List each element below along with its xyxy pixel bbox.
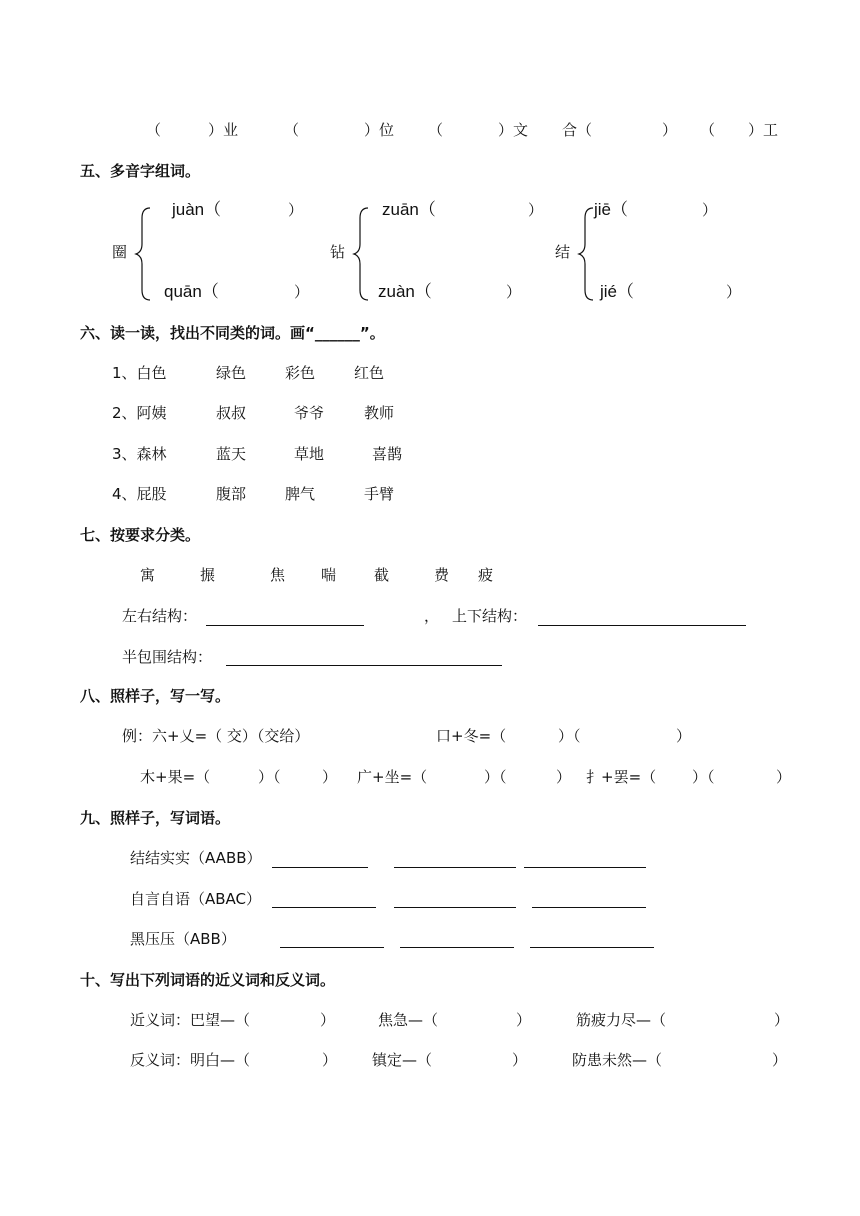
section-8-title: 八、照样子，写一写。 [80, 687, 231, 705]
polyphone-2-bottom-close: ） [506, 283, 522, 301]
s8-ex2-close: ） [676, 727, 692, 745]
s6-row3-word3: 草地 [294, 445, 325, 463]
polyphone-3-bottom-pinyin: jié（ [600, 282, 635, 301]
s8-q1-mid: ）（ [258, 768, 281, 786]
s7-char-5: 截 [374, 566, 390, 584]
s8-q1-open: 木+果=（ [140, 768, 211, 786]
s7-char-1: 寓 [140, 566, 156, 584]
half-enclosed-structure-label: 半包围结构： [122, 648, 213, 666]
section-9-title: 九、照样子，写词语。 [80, 809, 231, 827]
s8-q2-mid: ）（ [484, 768, 507, 786]
antonym-2: 镇定—（ [372, 1051, 433, 1069]
blank-1-open: （ [146, 121, 162, 139]
synonym-2: 焦急—（ [378, 1011, 439, 1029]
polyphone-2-top-close: ） [528, 201, 544, 219]
polyphone-char-3: 结 [555, 243, 571, 261]
blank-1-close: ）业 [208, 121, 239, 139]
s6-row2-word3: 爷爷 [294, 404, 325, 422]
s9-row3-line-3[interactable] [530, 947, 654, 948]
up-down-structure-label: 上下结构： [452, 607, 528, 625]
antonym-3-close: ） [772, 1051, 788, 1069]
s6-row4-word1: 4、屁股 [112, 485, 167, 503]
polyphone-3-top-close: ） [702, 201, 718, 219]
s9-row3-label: 黑压压（ABB） [130, 930, 236, 948]
polyphone-char-2: 钻 [330, 243, 346, 261]
section-5-title: 五、多音字组词。 [80, 162, 201, 180]
polyphone-2-top-pinyin: zuān（ [382, 200, 436, 219]
s9-row1-line-2[interactable] [394, 867, 516, 868]
polyphone-1-bottom-pinyin: quān（ [164, 282, 219, 301]
s8-ex2-mid: ）（ [558, 727, 581, 745]
s8-q1-close: ） [322, 768, 338, 786]
blank-3-close: ）文 [498, 121, 529, 139]
synonym-1-close: ） [320, 1011, 336, 1029]
half-enclosed-answer-line[interactable] [226, 665, 502, 666]
polyphone-1-top-close: ） [288, 201, 304, 219]
blank-2-open: （ [284, 121, 300, 139]
s6-row4-word4: 手臂 [364, 485, 395, 503]
antonym-2-close: ） [512, 1051, 528, 1069]
blank-4-close: ） [662, 121, 678, 139]
blank-5-close: ）工 [748, 121, 779, 139]
antonym-label: 反义词：明白—（ [130, 1051, 251, 1069]
section-7-title: 七、按要求分类。 [80, 526, 201, 544]
brace-icon [352, 206, 372, 302]
left-right-structure-label: 左右结构： [122, 607, 198, 625]
s8-q3-open: 扌+罢=（ [586, 768, 657, 786]
s9-row1-line-1[interactable] [272, 867, 368, 868]
s9-row3-line-1[interactable] [280, 947, 384, 948]
s6-row4-word3: 脾气 [285, 485, 316, 503]
s7-char-7: 疲 [478, 566, 494, 584]
s9-row2-line-3[interactable] [532, 907, 646, 908]
polyphone-1-bottom-close: ） [294, 283, 310, 301]
blank-4-open: 合（ [562, 121, 593, 139]
polyphone-char-1: 圈 [112, 243, 128, 261]
s7-char-4: 喘 [321, 566, 337, 584]
s9-row2-label: 自言自语（ABAC） [130, 890, 262, 908]
s9-row2-line-2[interactable] [394, 907, 516, 908]
s6-row1-word1: 1、白色 [112, 364, 167, 382]
s8-q3-mid: ）（ [692, 768, 715, 786]
s7-char-6: 费 [434, 566, 450, 584]
blank-2-close: ）位 [364, 121, 395, 139]
s8-q2-open: 广+坐=（ [357, 768, 428, 786]
s9-row1-label: 结结实实（AABB） [130, 849, 262, 867]
s6-row1-word3: 彩色 [285, 364, 316, 382]
s6-row3-word1: 3、森林 [112, 445, 167, 463]
brace-icon [577, 206, 597, 302]
s8-q3-close: ） [776, 768, 792, 786]
polyphone-3-bottom-close: ） [726, 283, 742, 301]
left-right-answer-line[interactable] [206, 625, 364, 626]
s7-char-2: 搌 [200, 566, 216, 584]
blank-3-open: （ [428, 121, 444, 139]
s8-example: 例：六+乂=（ 交）（交给） [122, 727, 310, 745]
s6-row2-word2: 叔叔 [216, 404, 247, 422]
blank-5-open: （ [700, 121, 716, 139]
s6-row3-word4: 喜鹊 [372, 445, 403, 463]
antonym-3: 防患未然—（ [572, 1051, 663, 1069]
up-down-answer-line[interactable] [538, 625, 746, 626]
polyphone-2-bottom-pinyin: zuàn（ [378, 282, 432, 301]
synonym-label: 近义词：巴望—（ [130, 1011, 251, 1029]
s6-row1-word4: 红色 [354, 364, 385, 382]
s6-row1-word2: 绿色 [216, 364, 247, 382]
s9-row2-line-1[interactable] [272, 907, 376, 908]
antonym-1-close: ） [322, 1051, 338, 1069]
s8-q2-close: ） [556, 768, 572, 786]
s9-row1-line-3[interactable] [524, 867, 646, 868]
section-6-title: 六、读一读，找出不同类的词。画“______”。 [80, 324, 385, 342]
synonym-2-close: ） [516, 1011, 532, 1029]
s8-ex2-open: 口+冬=（ [436, 727, 507, 745]
synonym-3: 筋疲力尽—（ [576, 1011, 667, 1029]
comma: ， [424, 607, 440, 625]
s6-row4-word2: 腹部 [216, 485, 247, 503]
synonym-3-close: ） [774, 1011, 790, 1029]
s9-row3-line-2[interactable] [400, 947, 514, 948]
polyphone-3-top-pinyin: jiē（ [594, 200, 629, 219]
polyphone-1-top-pinyin: juàn（ [172, 200, 222, 219]
section-10-title: 十、写出下列词语的近义词和反义词。 [80, 971, 336, 989]
s6-row3-word2: 蓝天 [216, 445, 247, 463]
s7-char-3: 焦 [270, 566, 286, 584]
s6-row2-word1: 2、阿姨 [112, 404, 167, 422]
brace-icon [134, 206, 154, 302]
s6-row2-word4: 教师 [364, 404, 395, 422]
